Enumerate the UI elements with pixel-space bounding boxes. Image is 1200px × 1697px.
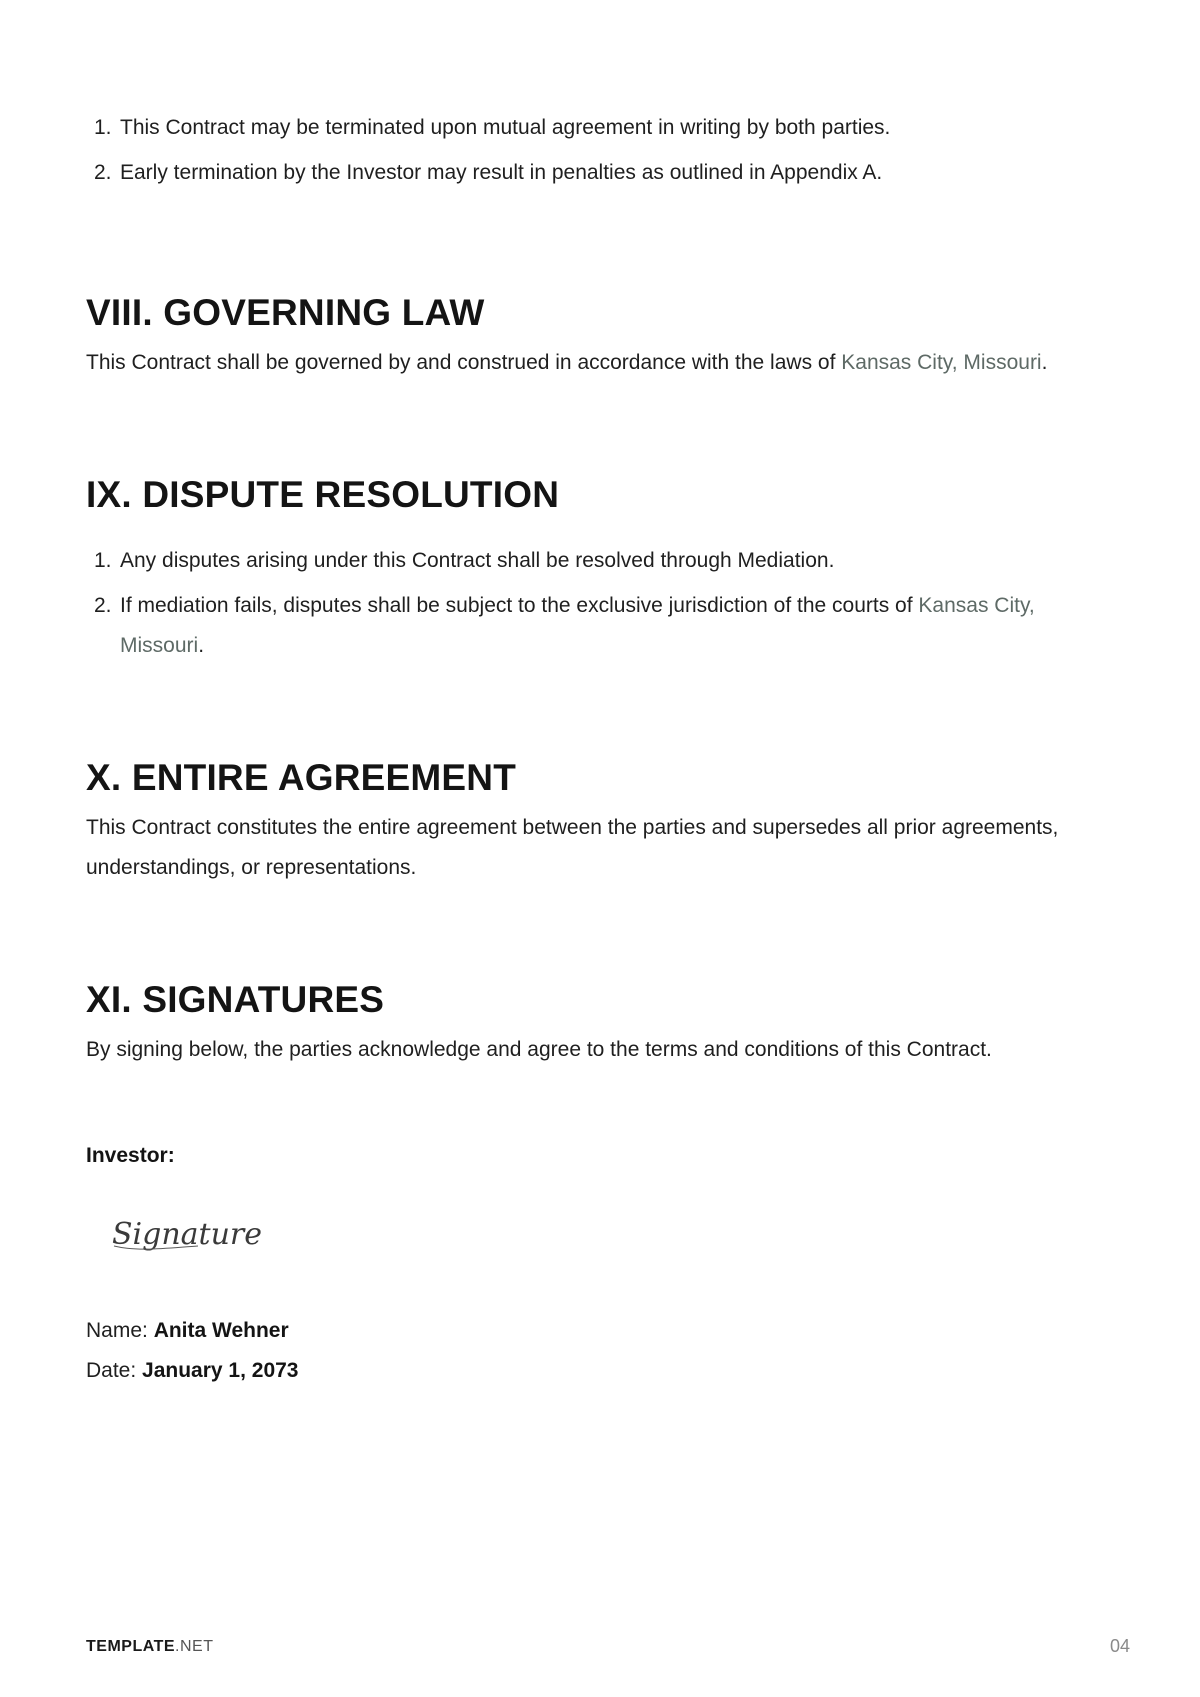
list-number: 1. [94, 116, 112, 139]
section-heading: X. ENTIRE AGREEMENT [86, 757, 517, 798]
list-item-text: If mediation fails, disputes shall be subject to the exclusive jurisdiction of the courts of [120, 594, 919, 617]
list-item-text: Early termination by the Investor may result in penalties as outlined in Appendix A. [120, 161, 883, 184]
page-footer [86, 1636, 1130, 1657]
name-label: Name: [86, 1319, 154, 1342]
date-line [86, 1351, 1114, 1391]
entire-agreement-section [86, 756, 1114, 888]
location-text: Kansas City, Missouri [120, 594, 1035, 657]
brand-logo [86, 1638, 213, 1656]
list-item [86, 153, 1114, 193]
signer-details [86, 1311, 1114, 1391]
punctuation: . [198, 634, 205, 657]
list-item-text: Any disputes arising under this Contract shall be resolved through Mediation. [120, 549, 835, 572]
section-heading: XI. SIGNATURES [86, 979, 385, 1020]
dispute-resolution-section [86, 473, 1114, 666]
name-value: Anita Wehner [153, 1319, 289, 1342]
paragraph-text: This Contract shall be governed by and construed in accordance with the laws of [86, 351, 842, 374]
governing-law-section [86, 291, 1114, 383]
date-value: January 1, 2073 [142, 1359, 299, 1382]
list-number: 1. [94, 549, 112, 572]
list-number: 2. [94, 594, 112, 617]
termination-list [86, 0, 1114, 193]
signature-image [108, 1206, 288, 1260]
section-heading: IX. DISPUTE RESOLUTION [86, 474, 560, 515]
governing-law-text [86, 343, 1114, 383]
list-item [86, 586, 1114, 666]
investor-label: Investor: [86, 1144, 175, 1167]
location-text: Kansas City, Missouri [841, 351, 1042, 374]
brand-bold: TEMPLATE [86, 1637, 176, 1655]
list-item-text: This Contract may be terminated upon mutual agreement in writing by both parties. [120, 116, 891, 139]
signature-text: Signature [112, 1217, 263, 1252]
name-line [86, 1311, 1114, 1351]
signatures-section [86, 978, 1114, 1391]
page-number: 04 [1109, 1636, 1130, 1656]
punctuation: . [1041, 351, 1048, 374]
date-label: Date: [86, 1359, 143, 1382]
entire-agreement-text: This Contract constitutes the entire agreement between the parties and supersedes all prior agreements, understandings, or representations. [86, 816, 1059, 879]
list-item [86, 541, 1114, 581]
list-number: 2. [94, 161, 112, 184]
signatures-text: By signing below, the parties acknowledge and agree to the terms and conditions of this Contract. [86, 1038, 992, 1061]
brand-light: .NET [175, 1637, 214, 1655]
section-heading: VIII. GOVERNING LAW [86, 292, 485, 333]
dispute-list [86, 541, 1114, 666]
list-item [86, 108, 1114, 148]
